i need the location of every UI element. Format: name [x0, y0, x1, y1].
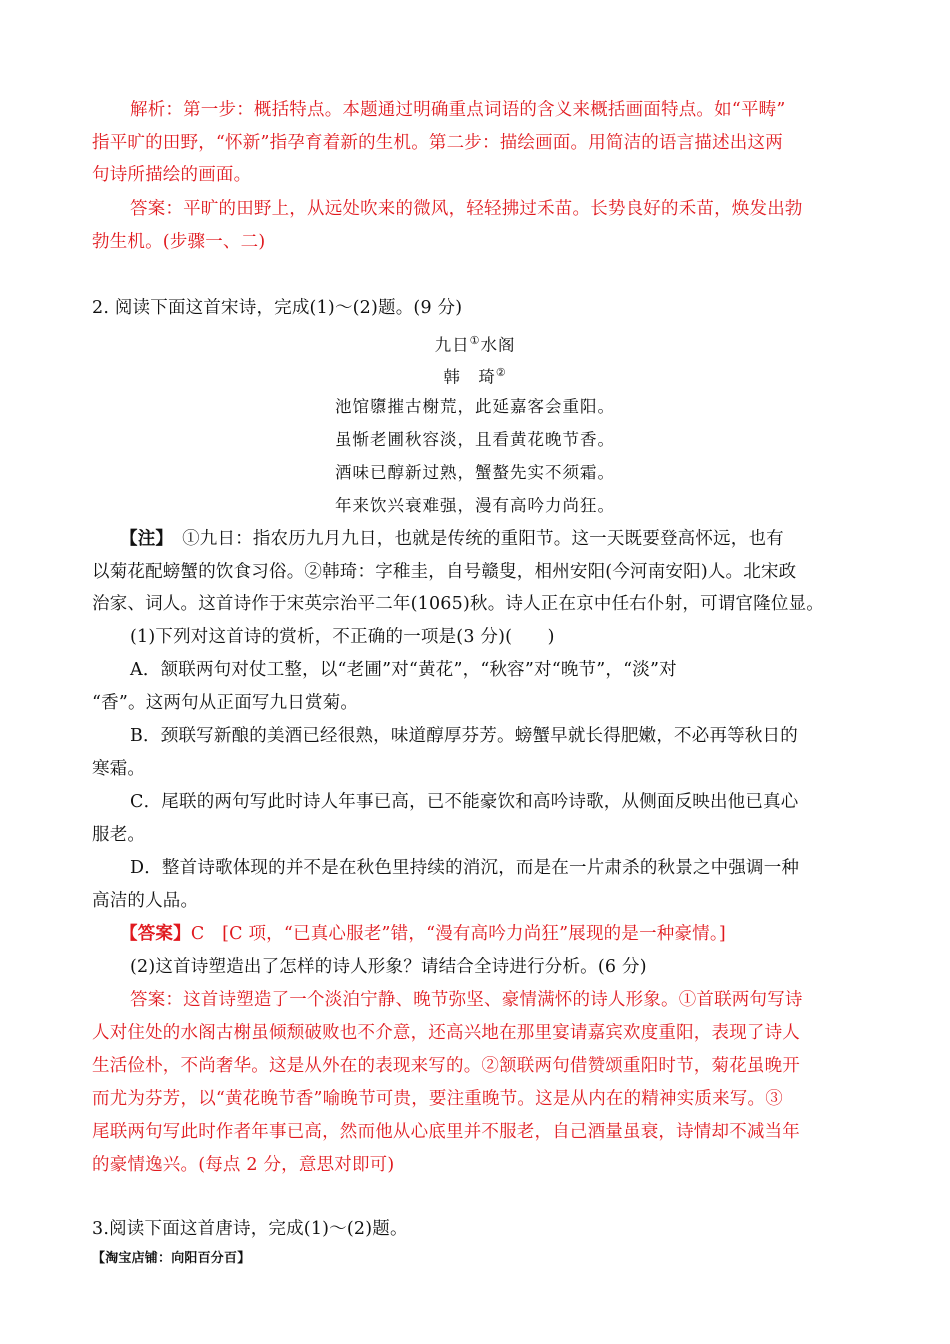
poem-line-1: 池馆隳摧古榭荒，此延嘉客会重阳。: [335, 397, 615, 416]
option-c-line-1: C．尾联的两句写此时诗人年事已高，已不能豪饮和高吟诗歌，从侧面反映出他已真心: [130, 792, 799, 812]
option-c-line-2: 服老。: [92, 825, 146, 845]
answer1-line-2: 勃生机。(步骤一、二): [92, 232, 266, 252]
analysis-line-1: 解析：第一步：概括特点。本题通过明确重点词语的含义来概括画面特点。如“平畴”: [130, 100, 786, 120]
footer-shop: 【淘宝店铺：向阳百分百】: [92, 1251, 251, 1266]
q2-heading: 2. 阅读下面这首宋诗，完成(1)～(2)题。(9 分): [92, 298, 463, 318]
answer-label: 【答案】: [120, 924, 191, 944]
note-line-2: 以菊花配螃蟹的饮食习俗。②韩琦：字稚圭，自号赣叟，相州安阳(今河南安阳)人。北宋政: [92, 562, 797, 582]
poem-line-3: 酒味已醇新过熟，蟹螯先实不须霜。: [335, 463, 615, 482]
answer-2-line-6: 的豪情逸兴。(每点 2 分，意思对即可): [92, 1155, 395, 1175]
option-b-line-2: 寒霜。: [92, 759, 146, 779]
answer-2-line-5: 尾联两句写此时作者年事已高，然而他从心底里并不服老，自己酒量虽衰，诗情却不减当年: [92, 1122, 800, 1142]
answer-2-line-1: 答案：这首诗塑造了一个淡泊宁静、晚节弥坚、豪情满怀的诗人形象。①首联两句写诗: [130, 990, 803, 1010]
analysis-line-3: 句诗所描绘的画面。: [92, 165, 252, 185]
note-label: 【注】: [120, 529, 165, 549]
answer-1-line: 【答案】C [C 项，“已真心服老”错，“漫有高吟力尚狂”展现的是一种豪情。]: [120, 924, 726, 944]
answer-2-line-4: 而尤为芬芳，以“黄花晚节香”喻晚节可贵，要注重晚节。这是从内在的精神实质来写。③: [92, 1089, 783, 1109]
option-a-line-1: A．颔联两句对仗工整，以“老圃”对“黄花”，“秋容”对“晚节”，“淡”对: [130, 660, 677, 680]
poem-title: 九日①水阁: [434, 334, 516, 355]
option-b-line-1: B．颈联写新酿的美酒已经很熟，味道醇厚芬芳。螃蟹早就长得肥嫩，不必再等秋日的: [130, 726, 798, 746]
option-d-line-2: 高洁的人品。: [92, 891, 199, 911]
answer-2-line-3: 生活俭朴，不尚奢华。这是从外在的表现来写的。②颔联两句借赞颂重阳时节，菊花虽晚开: [92, 1056, 800, 1076]
option-d-line-1: D．整首诗歌体现的并不是在秋色里持续的消沉，而是在一片肃杀的秋景之中强调一种: [130, 858, 800, 878]
option-a-line-2: “香”。这两句从正面写九日赏菊。: [92, 693, 359, 713]
note-line-1: 【注】 ①九日：指农历九月九日，也就是传统的重阳节。这一天既要登高怀远，也有: [120, 529, 784, 549]
q3-heading: 3.阅读下面这首唐诗，完成(1)～(2)题。: [92, 1219, 408, 1239]
answer1-line-1: 答案：平旷的田野上，从远处吹来的微风，轻轻拂过禾苗。长势良好的禾苗，焕发出勃: [130, 199, 803, 219]
sub-question-2: (2)这首诗塑造出了怎样的诗人形象？请结合全诗进行分析。(6 分): [130, 957, 647, 977]
note-line-3: 治家、词人。这首诗作于宋英宗治平二年(1065)秋。诗人正在京中任右仆射，可谓官隆位显。: [92, 594, 824, 614]
sub-question-1: (1)下列对这首诗的赏析，不正确的一项是(3 分)( ): [130, 627, 555, 647]
answer-2-line-2: 人对住处的水阁古榭虽倾颓破败也不介意，还高兴地在那里宴请嘉宾欢度重阳，表现了诗人: [92, 1023, 800, 1043]
poem-author: 韩 琦②: [443, 366, 507, 387]
poem-line-2: 虽惭老圃秋容淡，且看黄花晚节香。: [335, 430, 615, 449]
poem-line-4: 年来饮兴衰难强，漫有高吟力尚狂。: [335, 496, 615, 515]
analysis-line-2: 指平旷的田野，“怀新”指孕育着新的生机。第二步：描绘画面。用简洁的语言描述出这两: [92, 133, 783, 153]
